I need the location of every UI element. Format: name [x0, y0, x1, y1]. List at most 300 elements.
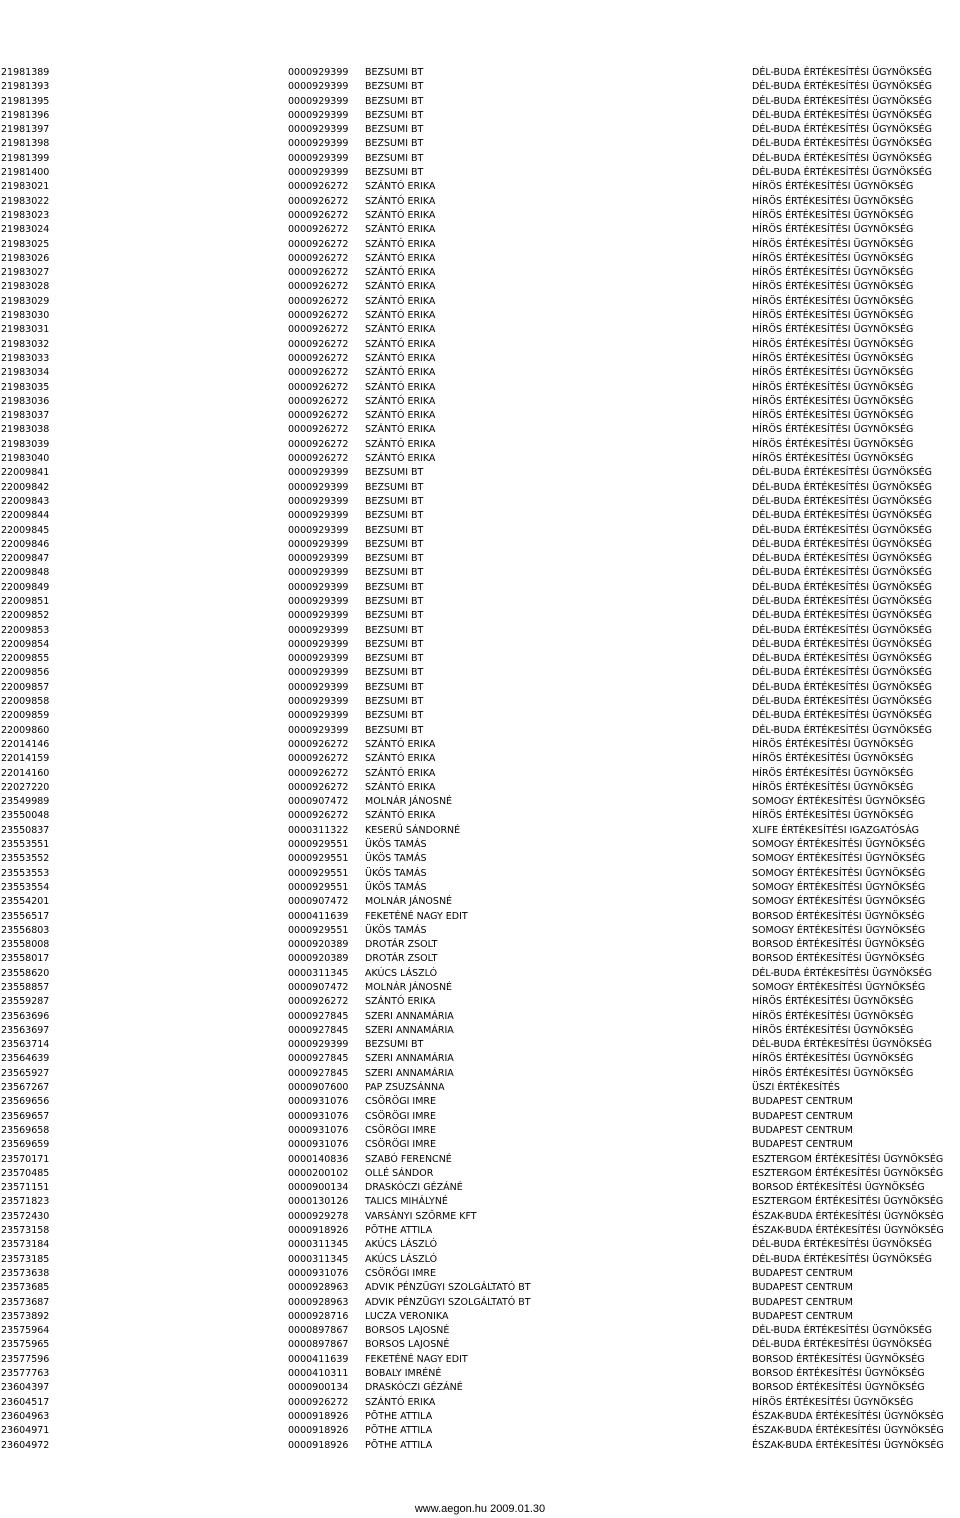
sales-office-cell: DÉL-BUDA ÉRTÉKESÍTÉSI ÜGYNÖKSÉG — [752, 1325, 932, 1337]
sales-office-cell: HÍRÖS ÉRTÉKESÍTÉSI ÜGYNÖKSÉG — [752, 1010, 914, 1022]
agent-code-cell: 0000929278 — [288, 1210, 349, 1222]
sales-office-cell: DÉL-BUDA ÉRTÉKESÍTÉSI ÜGYNÖKSÉG — [752, 81, 932, 93]
table-row — [0, 409, 960, 423]
check-number-cell: 23559287 — [1, 996, 50, 1008]
check-number-cell: 23604971 — [1, 1425, 50, 1437]
table-row — [0, 952, 960, 966]
table-row — [0, 824, 960, 838]
agent-name-cell: ÜKÖS TAMÁS — [365, 839, 427, 851]
table-row — [0, 995, 960, 1009]
check-number-cell: 23577596 — [1, 1353, 50, 1365]
check-number-cell: 21981396 — [1, 109, 50, 121]
sales-office-cell: HÍRÖS ÉRTÉKESÍTÉSI ÜGYNÖKSÉG — [752, 1053, 914, 1065]
sales-office-cell: HÍRÖS ÉRTÉKESÍTÉSI ÜGYNÖKSÉG — [752, 996, 914, 1008]
agent-code-cell: 0000931076 — [288, 1124, 349, 1136]
table-row — [0, 967, 960, 981]
sales-office-cell: DÉL-BUDA ÉRTÉKESÍTÉSI ÜGYNÖKSÉG — [752, 696, 932, 708]
table-row — [0, 1439, 960, 1453]
check-number-cell: 23550837 — [1, 824, 50, 836]
agent-code-cell: 0000926272 — [288, 352, 349, 364]
table-row — [0, 1253, 960, 1267]
check-number-cell: 23575964 — [1, 1325, 50, 1337]
agent-name-cell: BEZSUMI BT — [365, 81, 424, 93]
check-number-cell: 21983026 — [1, 252, 50, 264]
sales-office-cell: DÉL-BUDA ÉRTÉKESÍTÉSI ÜGYNÖKSÉG — [752, 124, 932, 136]
check-number-cell: 23577763 — [1, 1368, 50, 1380]
agent-name-cell: BEZSUMI BT — [365, 495, 424, 507]
check-number-cell: 21983027 — [1, 267, 50, 279]
table-row — [0, 323, 960, 337]
agent-code-cell: 0000929399 — [288, 81, 349, 93]
agent-code-cell: 0000926272 — [288, 281, 349, 293]
check-number-cell: 23567267 — [1, 1082, 50, 1094]
check-number-cell: 22009860 — [1, 724, 50, 736]
agent-name-cell: BEZSUMI BT — [365, 95, 424, 107]
table-row — [0, 1081, 960, 1095]
agent-code-cell: 0000311322 — [288, 824, 349, 836]
agent-code-cell: 0000929399 — [288, 109, 349, 121]
sales-office-cell: DÉL-BUDA ÉRTÉKESÍTÉSI ÜGYNÖKSÉG — [752, 481, 932, 493]
agent-name-cell: SZÁNTÓ ERIKA — [365, 367, 436, 379]
table-row — [0, 738, 960, 752]
agent-name-cell: BEZSUMI BT — [365, 467, 424, 479]
table-row — [0, 809, 960, 823]
agent-name-cell: SZÁNTÓ ERIKA — [365, 324, 436, 336]
sales-office-cell: BUDAPEST CENTRUM — [752, 1096, 853, 1108]
agent-code-cell: 0000926272 — [288, 195, 349, 207]
agent-name-cell: DRASKÓCZI GÉZÁNÉ — [365, 1182, 463, 1194]
check-number-cell: 21983030 — [1, 310, 50, 322]
sales-office-cell: BORSOD ÉRTÉKESÍTÉSI ÜGYNÖKSÉG — [752, 939, 925, 951]
table-row — [0, 195, 960, 209]
agent-name-cell: BEZSUMI BT — [365, 638, 424, 650]
agent-name-cell: ADVIK PÉNZÜGYI SZOLGÁLTATÓ BT — [365, 1282, 531, 1294]
check-number-cell: 22009848 — [1, 567, 50, 579]
table-row — [0, 180, 960, 194]
sales-office-cell: SOMOGY ÉRTÉKESÍTÉSI ÜGYNÖKSÉG — [752, 982, 926, 993]
sales-office-cell: DÉL-BUDA ÉRTÉKESÍTÉSI ÜGYNÖKSÉG — [752, 724, 932, 736]
check-number-cell: 22009859 — [1, 710, 50, 722]
table-row — [0, 1424, 960, 1438]
agent-code-cell: 0000926272 — [288, 996, 349, 1008]
sales-office-cell: DÉL-BUDA ÉRTÉKESÍTÉSI ÜGYNÖKSÉG — [752, 667, 932, 679]
check-number-cell: 23575965 — [1, 1339, 50, 1351]
table-row — [0, 238, 960, 252]
agent-name-cell: VARSÁNYI SZŐRME KFT — [365, 1210, 477, 1222]
table-row — [0, 581, 960, 595]
check-number-cell: 22009853 — [1, 624, 50, 636]
check-number-cell: 22009855 — [1, 653, 50, 665]
sales-office-cell: BUDAPEST CENTRUM — [752, 1282, 853, 1294]
table-row — [0, 938, 960, 952]
check-number-cell: 21981389 — [1, 67, 50, 78]
sales-office-cell: SOMOGY ÉRTÉKESÍTÉSI ÜGYNÖKSÉG — [752, 853, 926, 865]
sales-office-cell: DÉL-BUDA ÉRTÉKESÍTÉSI ÜGYNÖKSÉG — [752, 1253, 932, 1265]
sales-office-cell: ÉSZAK-BUDA ÉRTÉKESÍTÉSI ÜGYNÖKSÉG — [752, 1210, 944, 1222]
agent-code-cell: 0000897867 — [288, 1325, 349, 1337]
check-number-cell: 21983028 — [1, 281, 50, 293]
agent-code-cell: 0000927845 — [288, 1067, 349, 1079]
agent-code-cell: 0000929399 — [288, 481, 349, 493]
table-row — [0, 1224, 960, 1238]
agent-code-cell: 0000907472 — [288, 896, 349, 908]
table-row — [0, 381, 960, 395]
check-number-cell: 21983032 — [1, 338, 50, 350]
agent-code-cell: 0000907600 — [288, 1082, 349, 1094]
table-row — [0, 566, 960, 580]
sales-office-cell: DÉL-BUDA ÉRTÉKESÍTÉSI ÜGYNÖKSÉG — [752, 510, 932, 522]
agent-name-cell: SZÁNTÓ ERIKA — [365, 453, 436, 465]
agent-name-cell: TALICS MIHÁLYNÉ — [365, 1196, 448, 1208]
agent-name-cell: AKÚCS LÁSZLÓ — [365, 1239, 438, 1251]
check-number-cell: 23570171 — [1, 1153, 50, 1165]
check-number-cell: 21983033 — [1, 352, 50, 364]
table-row — [0, 1310, 960, 1324]
agent-code-cell: 0000926272 — [288, 238, 349, 250]
check-number-cell: 23558017 — [1, 953, 50, 965]
agent-name-cell: BEZSUMI BT — [365, 67, 424, 78]
agent-name-cell: BEZSUMI BT — [365, 109, 424, 121]
agent-code-cell: 0000929399 — [288, 152, 349, 164]
check-number-cell: 23573185 — [1, 1253, 50, 1265]
agent-code-cell: 0000918926 — [288, 1410, 349, 1422]
check-number-cell: 21983022 — [1, 195, 50, 207]
check-number-cell: 23573184 — [1, 1239, 50, 1251]
agent-code-cell: 0000900134 — [288, 1382, 349, 1394]
table-row — [0, 1367, 960, 1381]
agent-code-cell: 0000929399 — [288, 624, 349, 636]
agent-code-cell: 0000929399 — [288, 595, 349, 607]
check-number-cell: 21983038 — [1, 424, 50, 436]
agent-name-cell: CSÖRÖGI IMRE — [365, 1139, 437, 1151]
check-number-cell: 23569657 — [1, 1110, 50, 1122]
table-row — [0, 1353, 960, 1367]
check-number-cell: 22009852 — [1, 610, 50, 622]
sales-office-cell: HÍRÖS ÉRTÉKESÍTÉSI ÜGYNÖKSÉG — [752, 352, 914, 364]
agent-name-cell: BEZSUMI BT — [365, 624, 424, 636]
sales-office-cell: HÍRÖS ÉRTÉKESÍTÉSI ÜGYNÖKSÉG — [752, 267, 914, 279]
sales-office-cell: DÉL-BUDA ÉRTÉKESÍTÉSI ÜGYNÖKSÉG — [752, 595, 932, 607]
check-number-cell: 21981393 — [1, 81, 50, 93]
agent-name-cell: SZÁNTÓ ERIKA — [365, 395, 436, 407]
agent-name-cell: SZÁNTÓ ERIKA — [365, 381, 436, 393]
sales-office-cell: DÉL-BUDA ÉRTÉKESÍTÉSI ÜGYNÖKSÉG — [752, 67, 932, 78]
check-number-cell: 23563697 — [1, 1024, 50, 1036]
agent-name-cell: MOLNÁR JÁNOSNÉ — [365, 982, 453, 993]
agent-code-cell: 0000929399 — [288, 124, 349, 136]
sales-office-cell: SOMOGY ÉRTÉKESÍTÉSI ÜGYNÖKSÉG — [752, 924, 926, 936]
table-row — [0, 881, 960, 895]
agent-name-cell: SZERI ANNAMÁRIA — [365, 1024, 454, 1036]
table-row — [0, 1210, 960, 1224]
sales-office-cell: SOMOGY ÉRTÉKESÍTÉSI ÜGYNÖKSÉG — [752, 867, 926, 879]
sales-office-cell: HÍRÖS ÉRTÉKESÍTÉSI ÜGYNÖKSÉG — [752, 281, 914, 293]
agent-code-cell: 0000926272 — [288, 395, 349, 407]
check-number-cell: 23563696 — [1, 1010, 50, 1022]
sales-office-cell: ÉSZAK-BUDA ÉRTÉKESÍTÉSI ÜGYNÖKSÉG — [752, 1410, 944, 1422]
table-row — [0, 1238, 960, 1252]
agent-code-cell: 0000927845 — [288, 1024, 349, 1036]
agent-code-cell: 0000897867 — [288, 1339, 349, 1351]
agent-name-cell: ÜKÖS TAMÁS — [365, 924, 427, 936]
check-number-cell: 21983029 — [1, 295, 50, 307]
table-row — [0, 1153, 960, 1167]
agent-name-cell: BEZSUMI BT — [365, 595, 424, 607]
check-number-cell: 21983024 — [1, 224, 50, 236]
sales-office-cell: DÉL-BUDA ÉRTÉKESÍTÉSI ÜGYNÖKSÉG — [752, 581, 932, 593]
table-row — [0, 795, 960, 809]
agent-code-cell: 0000929399 — [288, 724, 349, 736]
agent-code-cell: 0000926272 — [288, 367, 349, 379]
check-number-cell: 21983040 — [1, 453, 50, 465]
agent-name-cell: PÕTHE ATTILA — [365, 1439, 433, 1451]
agent-code-cell: 0000311345 — [288, 1253, 349, 1265]
check-number-cell: 22009841 — [1, 467, 50, 479]
agent-name-cell: SZÁNTÓ ERIKA — [365, 267, 436, 279]
table-row — [0, 109, 960, 123]
sales-office-cell: ESZTERGOM ÉRTÉKESÍTÉSI ÜGYNÖKSÉG — [752, 1153, 944, 1165]
check-number-cell: 21981395 — [1, 95, 50, 107]
check-number-cell: 23564639 — [1, 1053, 50, 1065]
agent-code-cell: 0000926272 — [288, 767, 349, 779]
agent-code-cell: 0000931076 — [288, 1267, 349, 1279]
agent-code-cell: 0000926272 — [288, 810, 349, 822]
table-row — [0, 295, 960, 309]
agent-name-cell: BEZSUMI BT — [365, 510, 424, 522]
check-number-cell: 22009843 — [1, 495, 50, 507]
check-number-cell: 21983036 — [1, 395, 50, 407]
agent-code-cell: 0000926272 — [288, 267, 349, 279]
agent-code-cell: 0000926272 — [288, 324, 349, 336]
check-number-cell: 21983021 — [1, 181, 50, 193]
check-number-cell: 23570485 — [1, 1167, 50, 1179]
check-number-cell: 23573892 — [1, 1310, 50, 1322]
agent-code-cell: 0000929551 — [288, 867, 349, 879]
sales-office-cell: BUDAPEST CENTRUM — [752, 1267, 853, 1279]
table-row — [0, 280, 960, 294]
check-number-cell: 23553551 — [1, 839, 50, 851]
check-number-cell: 23573638 — [1, 1267, 50, 1279]
table-row — [0, 1052, 960, 1066]
agent-name-cell: SZÁNTÓ ERIKA — [365, 252, 436, 264]
table-row — [0, 867, 960, 881]
check-number-cell: 23604517 — [1, 1396, 50, 1408]
agent-name-cell: CSÖRÖGI IMRE — [365, 1110, 437, 1122]
sales-office-cell: HÍRÖS ÉRTÉKESÍTÉSI ÜGYNÖKSÉG — [752, 453, 914, 465]
agent-name-cell: SZÁNTÓ ERIKA — [365, 767, 436, 779]
agent-name-cell: DROTÁR ZSOLT — [365, 939, 438, 951]
agent-name-cell: SZABÓ FERENCNÉ — [365, 1153, 452, 1165]
check-number-cell: 22009856 — [1, 667, 50, 679]
check-number-cell: 23604963 — [1, 1410, 50, 1422]
table-row — [0, 366, 960, 380]
check-number-cell: 22009858 — [1, 696, 50, 708]
check-number-cell: 22009844 — [1, 510, 50, 522]
sales-office-cell: DÉL-BUDA ÉRTÉKESÍTÉSI ÜGYNÖKSÉG — [752, 95, 932, 107]
table-row — [0, 609, 960, 623]
agent-name-cell: SZÁNTÓ ERIKA — [365, 338, 436, 350]
agent-name-cell: BEZSUMI BT — [365, 581, 424, 593]
sales-office-cell: DÉL-BUDA ÉRTÉKESÍTÉSI ÜGYNÖKSÉG — [752, 610, 932, 622]
sales-office-cell: BORSOD ÉRTÉKESÍTÉSI ÜGYNÖKSÉG — [752, 1368, 925, 1380]
sales-office-cell: HÍRÖS ÉRTÉKESÍTÉSI ÜGYNÖKSÉG — [752, 1024, 914, 1036]
sales-office-cell: DÉL-BUDA ÉRTÉKESÍTÉSI ÜGYNÖKSÉG — [752, 681, 932, 693]
table-row — [0, 981, 960, 995]
sales-office-cell: DÉL-BUDA ÉRTÉKESÍTÉSI ÜGYNÖKSÉG — [752, 152, 932, 164]
sales-office-cell: HÍRÖS ÉRTÉKESÍTÉSI ÜGYNÖKSÉG — [752, 338, 914, 350]
agent-code-cell: 0000926272 — [288, 453, 349, 465]
check-number-cell: 23553554 — [1, 881, 50, 893]
agent-name-cell: BEZSUMI BT — [365, 538, 424, 550]
agent-code-cell: 0000929399 — [288, 638, 349, 650]
sales-office-cell: HÍRÖS ÉRTÉKESÍTÉSI ÜGYNÖKSÉG — [752, 324, 914, 336]
check-number-cell: 23565927 — [1, 1067, 50, 1079]
agent-name-cell: PAP ZSUZSÁNNA — [365, 1082, 445, 1094]
check-number-cell: 23569659 — [1, 1139, 50, 1151]
check-number-cell: 23571151 — [1, 1182, 50, 1194]
table-row — [0, 438, 960, 452]
check-number-cell: 23604397 — [1, 1382, 50, 1394]
sales-office-cell: DÉL-BUDA ÉRTÉKESÍTÉSI ÜGYNÖKSÉG — [752, 1339, 932, 1351]
agent-code-cell: 0000926272 — [288, 381, 349, 393]
agent-name-cell: SZÁNTÓ ERIKA — [365, 310, 436, 322]
agent-name-cell: BEZSUMI BT — [365, 152, 424, 164]
check-number-cell: 23573685 — [1, 1282, 50, 1294]
sales-office-cell: BORSOD ÉRTÉKESÍTÉSI ÜGYNÖKSÉG — [752, 910, 925, 922]
check-number-cell: 22014159 — [1, 753, 50, 765]
agent-name-cell: SZÁNTÓ ERIKA — [365, 1396, 436, 1408]
sales-office-cell: HÍRÖS ÉRTÉKESÍTÉSI ÜGYNÖKSÉG — [752, 410, 914, 422]
table-row — [0, 652, 960, 666]
check-number-cell: 21983039 — [1, 438, 50, 450]
sales-office-cell: BUDAPEST CENTRUM — [752, 1124, 853, 1136]
agent-name-cell: SZÁNTÓ ERIKA — [365, 738, 436, 750]
sales-office-cell: ESZTERGOM ÉRTÉKESÍTÉSI ÜGYNÖKSÉG — [752, 1196, 944, 1208]
sales-office-cell: HÍRÖS ÉRTÉKESÍTÉSI ÜGYNÖKSÉG — [752, 753, 914, 765]
table-row — [0, 709, 960, 723]
records-table — [0, 66, 960, 1453]
agent-code-cell: 0000931076 — [288, 1110, 349, 1122]
agent-name-cell: SZÁNTÓ ERIKA — [365, 781, 436, 793]
table-row — [0, 638, 960, 652]
table-row — [0, 509, 960, 523]
check-number-cell: 23573687 — [1, 1296, 50, 1308]
table-row — [0, 338, 960, 352]
agent-code-cell: 0000929399 — [288, 581, 349, 593]
agent-code-cell: 0000140836 — [288, 1153, 349, 1165]
agent-name-cell: FEKETÉNÉ NAGY EDIT — [365, 910, 468, 922]
sales-office-cell: HÍRÖS ÉRTÉKESÍTÉSI ÜGYNÖKSÉG — [752, 195, 914, 207]
table-row — [0, 1281, 960, 1295]
check-number-cell: 22009854 — [1, 638, 50, 650]
sales-office-cell: HÍRÖS ÉRTÉKESÍTÉSI ÜGYNÖKSÉG — [752, 424, 914, 436]
sales-office-cell: ÜSZI ÉRTÉKESÍTÉS — [752, 1082, 840, 1094]
check-number-cell: 23554201 — [1, 896, 50, 908]
table-row — [0, 1124, 960, 1138]
agent-name-cell: SZERI ANNAMÁRIA — [365, 1067, 454, 1079]
table-row — [0, 838, 960, 852]
sales-office-cell: DÉL-BUDA ÉRTÉKESÍTÉSI ÜGYNÖKSÉG — [752, 138, 932, 150]
check-number-cell: 21981397 — [1, 124, 50, 136]
table-row — [0, 266, 960, 280]
agent-code-cell: 0000926272 — [288, 781, 349, 793]
agent-name-cell: FEKETÉNÉ NAGY EDIT — [365, 1353, 468, 1365]
agent-name-cell: BEZSUMI BT — [365, 653, 424, 665]
page-title: AEGON Általános Biztosító Zrt. — [376, 1, 584, 17]
table-row — [0, 910, 960, 924]
sales-office-cell: DÉL-BUDA ÉRTÉKESÍTÉSI ÜGYNÖKSÉG — [752, 109, 932, 121]
agent-name-cell: SZÁNTÓ ERIKA — [365, 996, 436, 1008]
table-row — [0, 1195, 960, 1209]
agent-code-cell: 0000926272 — [288, 753, 349, 765]
agent-name-cell: CSÖRÖGI IMRE — [365, 1124, 437, 1136]
agent-name-cell: BEZSUMI BT — [365, 524, 424, 536]
check-number-cell: 23604972 — [1, 1439, 50, 1451]
agent-code-cell: 0000926272 — [288, 738, 349, 750]
table-row — [0, 1410, 960, 1424]
sales-office-cell: HÍRÖS ÉRTÉKESÍTÉSI ÜGYNÖKSÉG — [752, 781, 914, 793]
sales-office-cell: BORSOD ÉRTÉKESÍTÉSI ÜGYNÖKSÉG — [752, 953, 925, 965]
sales-office-cell: XLIFE ÉRTÉKESÍTÉSI IGAZGATÓSÁG — [752, 824, 920, 836]
agent-name-cell: BEZSUMI BT — [365, 567, 424, 579]
agent-code-cell: 0000929399 — [288, 667, 349, 679]
table-row — [0, 481, 960, 495]
agent-name-cell: BOBALY IMRÉNÉ — [365, 1368, 442, 1380]
check-number-cell: 22014146 — [1, 738, 50, 750]
check-number-cell: 22009842 — [1, 481, 50, 493]
agent-code-cell: 0000410311 — [288, 1368, 349, 1380]
agent-code-cell: 0000907472 — [288, 796, 349, 808]
agent-name-cell: SZÁNTÓ ERIKA — [365, 181, 436, 193]
check-number-cell: 23553553 — [1, 867, 50, 879]
table-row — [0, 1010, 960, 1024]
agent-name-cell: MOLNÁR JÁNOSNÉ — [365, 796, 453, 808]
agent-name-cell: ÜKÖS TAMÁS — [365, 881, 427, 893]
agent-code-cell: 0000929399 — [288, 510, 349, 522]
table-row — [0, 1396, 960, 1410]
table-row — [0, 95, 960, 109]
sales-office-cell: ESZTERGOM ÉRTÉKESÍTÉSI ÜGYNÖKSÉG — [752, 1167, 944, 1179]
check-number-cell: 23569658 — [1, 1124, 50, 1136]
check-number-cell: 22014160 — [1, 767, 50, 779]
table-row — [0, 123, 960, 137]
agent-code-cell: 0000926272 — [288, 438, 349, 450]
check-number-cell: 23556803 — [1, 924, 50, 936]
agent-name-cell: BEZSUMI BT — [365, 724, 424, 736]
agent-name-cell: BEZSUMI BT — [365, 710, 424, 722]
check-number-cell: 22009846 — [1, 538, 50, 550]
agent-code-cell: 0000929399 — [288, 67, 349, 78]
check-number-cell: 23571823 — [1, 1196, 50, 1208]
table-row — [0, 1095, 960, 1109]
table-row — [0, 1167, 960, 1181]
sales-office-cell: BUDAPEST CENTRUM — [752, 1110, 853, 1122]
agent-code-cell: 0000929399 — [288, 696, 349, 708]
table-row — [0, 1296, 960, 1310]
table-row — [0, 695, 960, 709]
check-number-cell: 22009847 — [1, 553, 50, 565]
agent-name-cell: MOLNÁR JÁNOSNÉ — [365, 896, 453, 908]
agent-code-cell: 0000929399 — [288, 538, 349, 550]
check-number-cell: 22009851 — [1, 595, 50, 607]
agent-name-cell: SZERI ANNAMÁRIA — [365, 1053, 454, 1065]
table-row — [0, 1181, 960, 1195]
agent-name-cell: BEZSUMI BT — [365, 681, 424, 693]
sales-office-cell: DÉL-BUDA ÉRTÉKESÍTÉSI ÜGYNÖKSÉG — [752, 967, 932, 979]
check-number-cell: 23569656 — [1, 1096, 50, 1108]
agent-code-cell: 0000929399 — [288, 495, 349, 507]
check-number-cell: 21983035 — [1, 381, 50, 393]
